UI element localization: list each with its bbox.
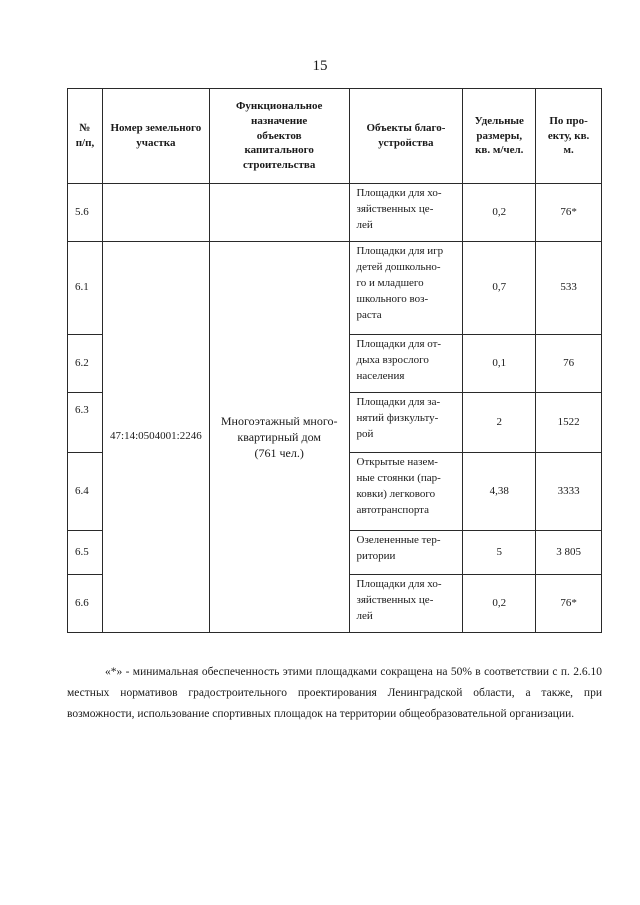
table-header-row bbox=[68, 89, 602, 184]
specific-size-cell: 4,38 bbox=[463, 453, 536, 531]
row-number: 6.5 bbox=[68, 531, 103, 575]
object-cell: Площадки для хо- зяйственных це- лей bbox=[349, 184, 463, 242]
specific-size-cell: 0,2 bbox=[463, 575, 536, 633]
object-cell: Озелененные тер- ритории bbox=[349, 531, 463, 575]
object-cell: Открытые назем- ные стоянки (пар- ковки) легкового автотранспорта bbox=[349, 453, 463, 531]
project-cell: 76* bbox=[536, 575, 602, 633]
object-cell: Площадки для от- дыха взрослого населения bbox=[349, 335, 463, 393]
row-number: 5.6 bbox=[68, 184, 103, 242]
table-row bbox=[68, 242, 602, 335]
function-cell: Многоэтажный много- квартирный дом (761 чел.) bbox=[209, 242, 349, 633]
header-land-plot: Номер земельного участка bbox=[102, 89, 209, 184]
specific-size-cell: 0,1 bbox=[463, 335, 536, 393]
object-cell: Площадки для игр детей дошкольно- го и младшего школьного воз- раста bbox=[349, 242, 463, 335]
object-cell: Площадки для хо- зяйственных це- лей bbox=[349, 575, 463, 633]
project-cell: 76 bbox=[536, 335, 602, 393]
header-specific-size: Удельные размеры, кв. м/чел. bbox=[463, 89, 536, 184]
row-number: 6.3 bbox=[68, 393, 103, 453]
row-number: 6.1 bbox=[68, 242, 103, 335]
specific-size-cell: 0,2 bbox=[463, 184, 536, 242]
land-plot-cell: 47:14:0504001:2246 bbox=[102, 242, 209, 633]
page-number: 15 bbox=[312, 58, 328, 74]
row-number: 6.2 bbox=[68, 335, 103, 393]
row-number: 6.4 bbox=[68, 453, 103, 531]
land-plot-cell-empty bbox=[102, 184, 209, 242]
project-cell: 3 805 bbox=[536, 531, 602, 575]
footnote: «*» - минимальная обеспеченность этими площадками сокращена на 50% в соответствии с п. 2.6.10 местных нормативов градостроительного проектирования Ленинградской области, а также, при возможности, использование спортивных площадок на территории общеобразовательной организации. bbox=[67, 666, 602, 720]
function-cell-empty bbox=[209, 184, 349, 242]
project-cell: 76* bbox=[536, 184, 602, 242]
project-cell: 533 bbox=[536, 242, 602, 335]
specific-size-cell: 0,7 bbox=[463, 242, 536, 335]
header-function: Функциональное назначение объектов капитального строительства bbox=[209, 89, 349, 184]
specific-size-cell: 5 bbox=[463, 531, 536, 575]
header-number: № п/п, bbox=[68, 89, 103, 184]
table-row bbox=[68, 184, 602, 242]
project-cell: 3333 bbox=[536, 453, 602, 531]
specific-size-cell: 2 bbox=[463, 393, 536, 453]
land-use-table bbox=[67, 88, 602, 633]
object-cell: Площадки для за- нятий физкульту- рой bbox=[349, 393, 463, 453]
header-project: По про- екту, кв. м. bbox=[536, 89, 602, 184]
header-objects: Объекты благо- устройства bbox=[349, 89, 463, 184]
project-cell: 1522 bbox=[536, 393, 602, 453]
row-number: 6.6 bbox=[68, 575, 103, 633]
